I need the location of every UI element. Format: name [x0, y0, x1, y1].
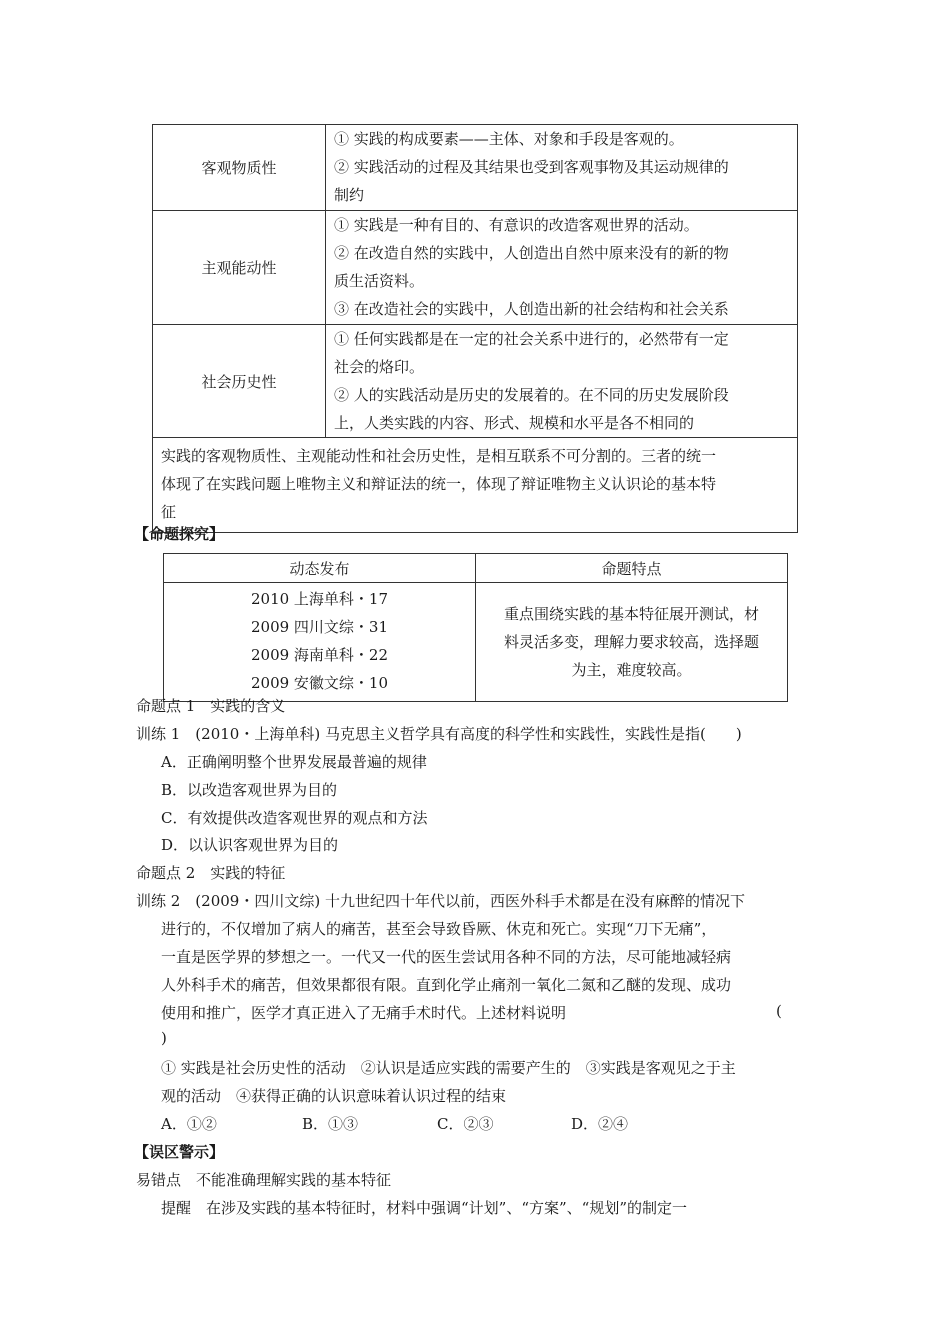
feature-line: 料灵活多变，理解力要求较高，选择题 [503, 633, 759, 651]
table-row [153, 438, 798, 533]
pitfall-line: 易错点 不能准确理解实践的基本特征 [136, 1171, 392, 1189]
reminder-line: 提醒 在涉及实践的基本特征时，材料中强调“计划”、“方案”、“规划”的制定一 [161, 1199, 688, 1217]
source-line: 2009 四川文综・31 [250, 618, 389, 636]
question-2-stem-line: 进行的，不仅增加了病人的痛苦，甚至会导致昏厥、休克和死亡。实现“刀下无痛”， [161, 920, 717, 938]
question-2-stem-line: 一直是医学界的梦想之一。一代又一代的医生尝试用各种不同的方法，尽可能地减轻病 [161, 948, 732, 966]
summary-cell [153, 438, 798, 533]
q2-option-b: B．①③ [302, 1115, 359, 1133]
question-1-stem: 训练 1 (2010・上海单科) 马克思主义哲学具有高度的科学性和实践性，实践性是指( ) [136, 725, 742, 743]
feature-line: 为主，难度较高。 [571, 661, 692, 679]
feature-line: 重点围绕实践的基本特征展开测试，材 [503, 605, 759, 623]
q1-option-c: C．有效提供改造客观世界的观点和方法 [161, 809, 428, 827]
content-line: ② 在改造自然的实践中，人创造出自然中原来没有的新的物 [334, 244, 729, 262]
row-label: 客观物质性 [153, 125, 326, 211]
exam-analysis-table [163, 553, 788, 702]
content-line: ② 实践活动的过程及其结果也受到客观事物及其运动规律的 [334, 158, 729, 176]
proposition-point-1: 命题点 1 实践的含义 [136, 697, 286, 715]
content-line: ① 实践是一种有目的、有意识的改造客观世界的活动。 [334, 216, 699, 234]
sources-cell [164, 583, 476, 702]
source-line: 2010 上海单科・17 [250, 590, 389, 608]
features-cell [476, 583, 788, 702]
content-line: ② 人的实践活动是历史的发展着的。在不同的历史发展阶段 [334, 386, 729, 404]
q2-statement-line: 观的活动 ④获得正确的认识意味着认识过程的结束 [161, 1087, 507, 1105]
row-label: 社会历史性 [153, 325, 326, 438]
table-row [164, 583, 788, 702]
question-2-stem-line: 训练 2 (2009・四川文综) 十九世纪四十年代以前，西医外科手术都是在没有麻醉的情况下 [136, 892, 745, 910]
q2-option-c: C．②③ [437, 1115, 494, 1133]
source-line: 2009 安徽文综・10 [250, 674, 389, 692]
summary-line: 体现了在实践问题上唯物主义和辩证法的统一，体现了辩证唯物主义认识论的基本特 [161, 475, 717, 493]
q2-option-a: A．①② [161, 1115, 217, 1133]
column-header: 命题特点 [476, 554, 788, 583]
summary-line: 征 [161, 503, 177, 521]
table-row [153, 325, 798, 438]
row-content [326, 325, 798, 438]
section-heading: 【误区警示】 [134, 1143, 225, 1161]
table-row [153, 125, 798, 211]
q1-option-b: B．以改造客观世界为目的 [161, 781, 338, 799]
column-header: 动态发布 [164, 554, 476, 583]
q2-statement-line: ① 实践是社会历史性的活动 ②认识是适应实践的需要产生的 ③实践是客观见之于主 [161, 1059, 736, 1077]
q1-option-a: A．正确阐明整个世界发展最普遍的规律 [161, 753, 427, 771]
q1-option-d: D．以认识客观世界为目的 [161, 836, 339, 854]
practice-characteristics-table [152, 124, 798, 533]
summary-line: 实践的客观物质性、主观能动性和社会历史性，是相互联系不可分割的。三者的统一 [161, 447, 717, 465]
content-line: 质生活资料。 [334, 272, 425, 290]
content-line: ① 任何实践都是在一定的社会关系中进行的，必然带有一定 [334, 330, 729, 348]
row-content [326, 125, 798, 211]
question-2-stem-line: 人外科手术的痛苦，但效果都很有限。直到化学止痛剂一氧化二氮和乙醚的发现、成功 [161, 976, 732, 994]
table-row [153, 211, 798, 325]
proposition-point-2: 命题点 2 实践的特征 [136, 864, 286, 882]
content-line: ③ 在改造社会的实践中，人创造出新的社会结构和社会关系 [334, 300, 729, 318]
table-header-row [164, 554, 788, 583]
section-heading: 【命题探究】 [134, 525, 225, 543]
row-content [326, 211, 798, 325]
q2-option-d: D．②④ [571, 1115, 629, 1133]
content-line: 上，人类实践的内容、形式、规模和水平是各不相同的 [334, 414, 695, 432]
row-label: 主观能动性 [153, 211, 326, 325]
answer-paren-open: ( [776, 1002, 782, 1020]
content-line: ① 实践的构成要素——主体、对象和手段是客观的。 [334, 130, 684, 148]
content-line: 制约 [334, 186, 365, 204]
question-2-stem-line: 使用和推广，医学才真正进入了无痛手术时代。上述材料说明 [161, 1004, 567, 1022]
source-line: 2009 海南单科・22 [250, 646, 389, 664]
content-line: 社会的烙印。 [334, 358, 425, 376]
answer-paren-close: ) [161, 1029, 167, 1047]
